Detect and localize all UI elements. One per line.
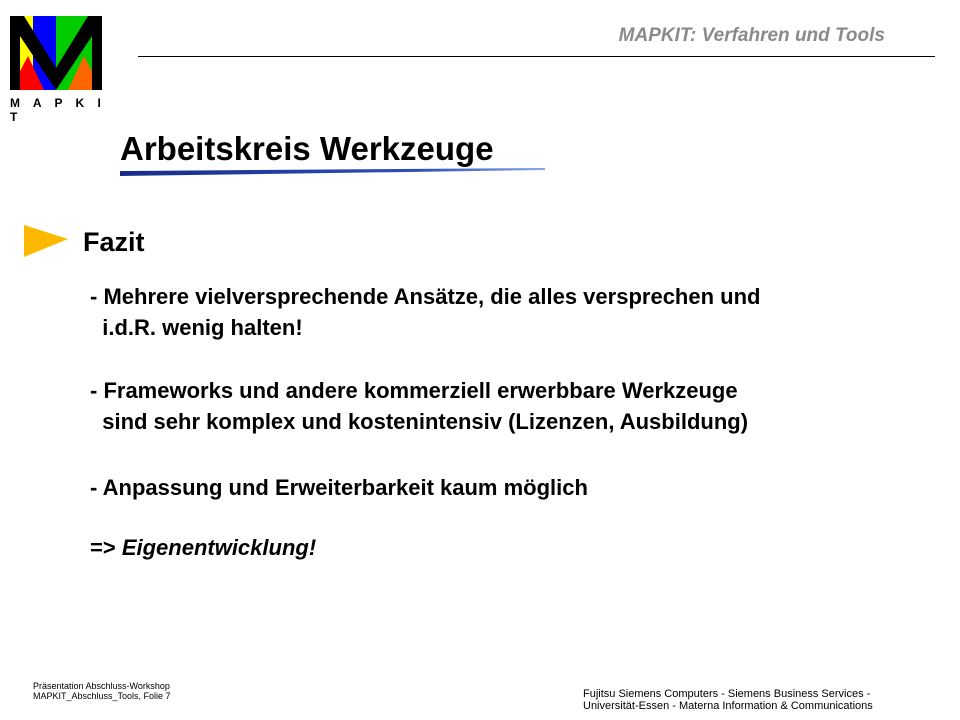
title-underline [120,168,545,176]
logo-text: M A P K I T [10,96,106,124]
header-title: MAPKIT: Verfahren und Tools [618,25,885,46]
conclusion-prefix: => [90,535,122,560]
bullet-arrow-icon [24,225,68,257]
footer-right-line-2: Universität-Essen - Materna Information & Communications [583,700,873,712]
footer-left-line-2: MAPKIT_Abschluss_Tools, Folie 7 [33,691,171,701]
point-2-line-1: - Frameworks und andere kommerziell erwerbbare Werkzeuge [90,378,738,403]
footer-left-line-1: Präsentation Abschluss-Workshop [33,681,170,691]
footer-right-line-1: Fujitsu Siemens Computers - Siemens Business Services - [583,688,871,700]
point-1-line-1: - Mehrere vielversprechende Ansätze, die alles versprechen und [90,284,761,309]
mapkit-logo [10,16,102,90]
conclusion-emphasis: Eigenentwicklung! [121,535,317,560]
header-rule [138,56,935,57]
conclusion [90,535,316,561]
footer-left [33,681,171,701]
point-3-line-1: - Anpassung und Erweiterbarkeit kaum möglich [90,475,588,500]
slide-title: Arbeitskreis Werkzeuge [120,130,494,167]
footer-right [583,688,873,712]
point-1-line-2: i.d.R. wenig halten! [90,315,303,340]
point-2-line-2: sind sehr komplex und kostenintensiv (Lizenzen, Ausbildung) [90,409,749,434]
section-heading: Fazit [83,227,145,257]
